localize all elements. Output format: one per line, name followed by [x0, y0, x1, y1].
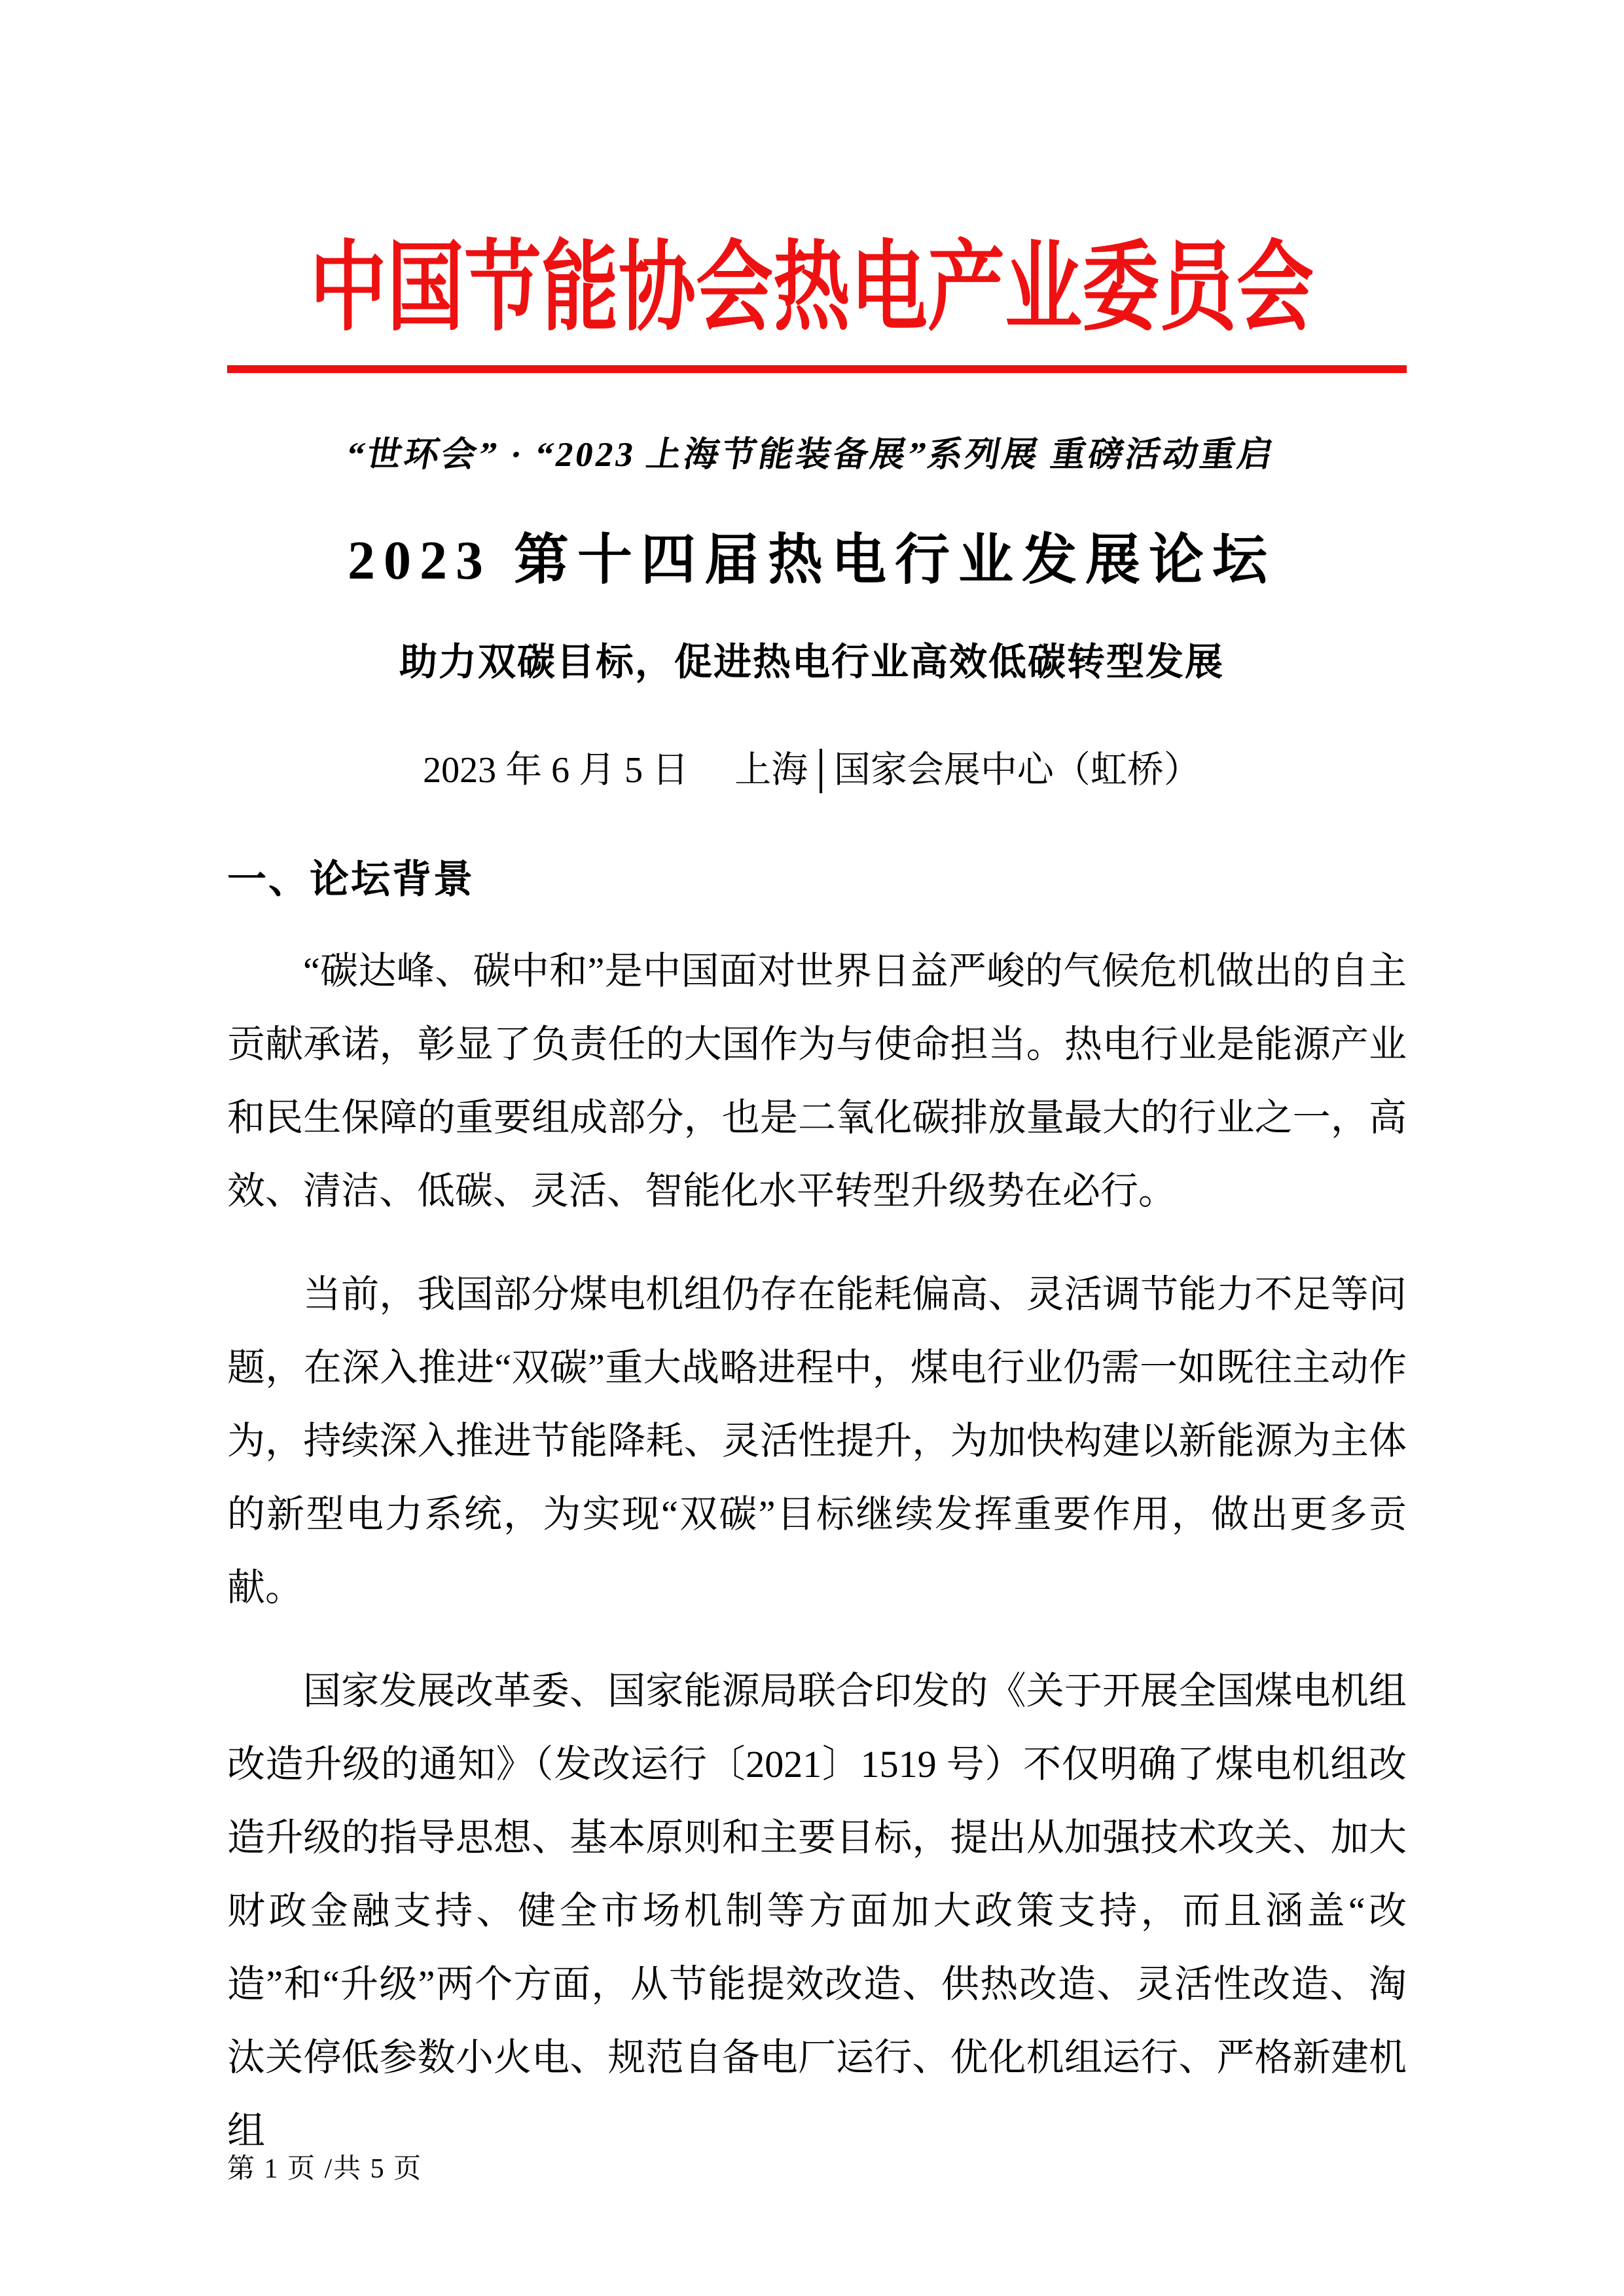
- section-body: [227, 935, 1407, 2198]
- forum-slogan: 助力双碳目标，促进热电行业高效低碳转型发展: [399, 641, 1224, 683]
- body-paragraph: 当前，我国部分煤电机组仍存在能耗偏高、灵活调节能力不足等问题，在深入推进“双碳”重大战略进程中，煤电行业仍需一如既往主动作为，持续深入推进节能降耗、灵活性提升，为加快构建以新能源为主体的新型电力系统，为实现“双碳”目标继续发挥重要作用，做出更多贡献。: [227, 1273, 1407, 1609]
- date-venue-line: 2023 年 6 月 5 日 上海│国家会展中心（虹桥）: [423, 750, 1200, 791]
- series-subtitle: “世环会” · “2023 上海节能装备展”系列展 重磅活动重启: [344, 436, 1279, 474]
- header-divider-rule: [227, 365, 1407, 373]
- org-title: 中国节能协会热电产业委员会: [309, 234, 1314, 343]
- body-paragraph: 国家发展改革委、国家能源局联合印发的《关于开展全国煤电机组改造升级的通知》（发改运行〔2021〕1519 号）不仅明确了煤电机组改造升级的指导思想、基本原则和主要目标，提出从加强技术攻关、加大财政金融支持、健全市场机制等方面加大政策支持，而且涵盖“改造”和“升级”两个方面，从节能提效改造、供热改造、灵活性改造、淘汰关停低参数小火电、规范自备电厂运行、优化机组运行、严格新建机组: [227, 1670, 1407, 2152]
- section-heading-forum-background: 一、论坛背景: [227, 857, 475, 901]
- page-number: 第 1 页 /共 5 页: [227, 2154, 423, 2184]
- org-title-wrap: [222, 208, 1401, 343]
- body-paragraph: “碳达峰、碳中和”是中国面对世界日益严峻的气候危机做出的自主贡献承诺，彰显了负责任的大国作为与使命担当。热电行业是能源产业和民生保障的重要组成部分，也是二氧化碳排放量最大的行业之一，高效、清洁、低碳、灵活、智能化水平转型升级势在必行。: [227, 950, 1407, 1212]
- forum-title: 2023 第十四届热电行业发展论坛: [347, 530, 1276, 591]
